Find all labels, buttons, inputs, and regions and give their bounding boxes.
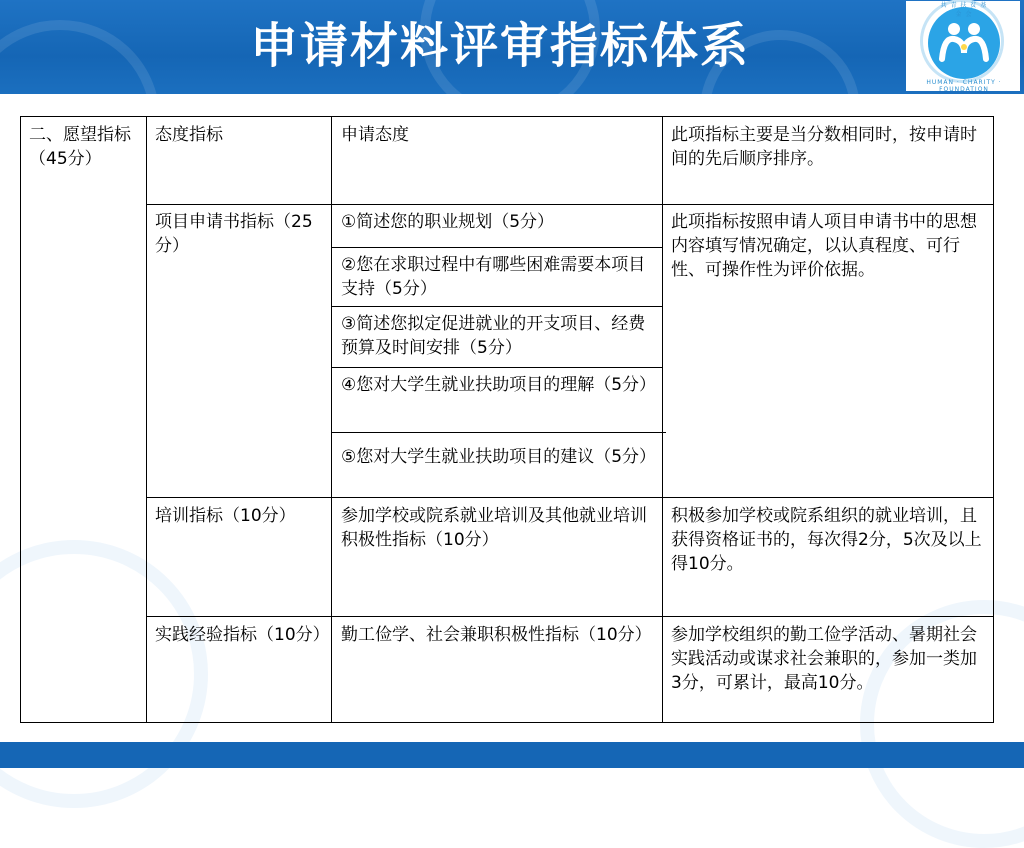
header-banner [0, 0, 1024, 94]
item-cell: 申请态度 [341, 125, 409, 145]
table-divider [331, 117, 332, 722]
criteria-table [20, 116, 994, 723]
item-cell: ④您对大学生就业扶助项目的理解（5分） [341, 375, 657, 395]
criteria-cell: 积极参加学校或院系组织的就业培训，且获得资格证书的，每次得2分，5次及以上得10分。 [671, 506, 982, 574]
item-cell: ①简述您的职业规划（5分） [341, 212, 555, 232]
criteria-cell: 此项指标按照申请人项目申请书中的思想内容填写情况确定，以认真程度、可行性、可操作性为评价依据。 [671, 212, 977, 280]
table-divider [331, 306, 662, 307]
item-cell: ⑤您对大学生就业扶助项目的建议（5分） [341, 447, 657, 467]
criteria-cell: 此项指标主要是当分数相同时，按申请时间的先后顺序排序。 [671, 125, 977, 169]
logo-text-top: 共 青 扶 贫 基 金 会 [940, 2, 988, 18]
item-cell: 勤工俭学、社会兼职积极性指标（10分） [341, 625, 652, 645]
indicator-cell: 培训指标（10分） [155, 506, 296, 526]
logo-text-bottom: HUMAN · CHARITY · FOUNDATION [926, 79, 1002, 93]
table-divider [331, 367, 662, 368]
table-divider [331, 247, 662, 248]
table-divider [146, 616, 993, 617]
page-title: 申请材料评审指标体系 [249, 18, 750, 74]
footer-bar [0, 742, 1024, 768]
table-divider [146, 117, 147, 722]
foundation-logo [906, 1, 1020, 91]
indicator-cell: 项目申请书指标（25分） [155, 212, 313, 256]
item-cell: ②您在求职过程中有哪些困难需要本项目支持（5分） [341, 255, 646, 299]
table-divider [331, 432, 666, 433]
indicator-cell: 实践经验指标（10分） [155, 625, 330, 645]
table-divider [146, 204, 993, 205]
item-cell: 参加学校或院系就业培训及其他就业培训积极性指标（10分） [341, 506, 647, 550]
category-cell: 二、愿望指标（45分） [29, 125, 131, 169]
criteria-cell: 参加学校组织的勤工俭学活动、暑期社会实践活动或谋求社会兼职的，参加一类加3分，可累计，最高10分。 [671, 625, 977, 693]
table-divider [146, 497, 993, 498]
item-cell: ③简述您拟定促进就业的开支项目、经费预算及时间安排（5分） [341, 314, 646, 358]
table-divider [662, 117, 663, 722]
indicator-cell: 态度指标 [155, 125, 223, 145]
